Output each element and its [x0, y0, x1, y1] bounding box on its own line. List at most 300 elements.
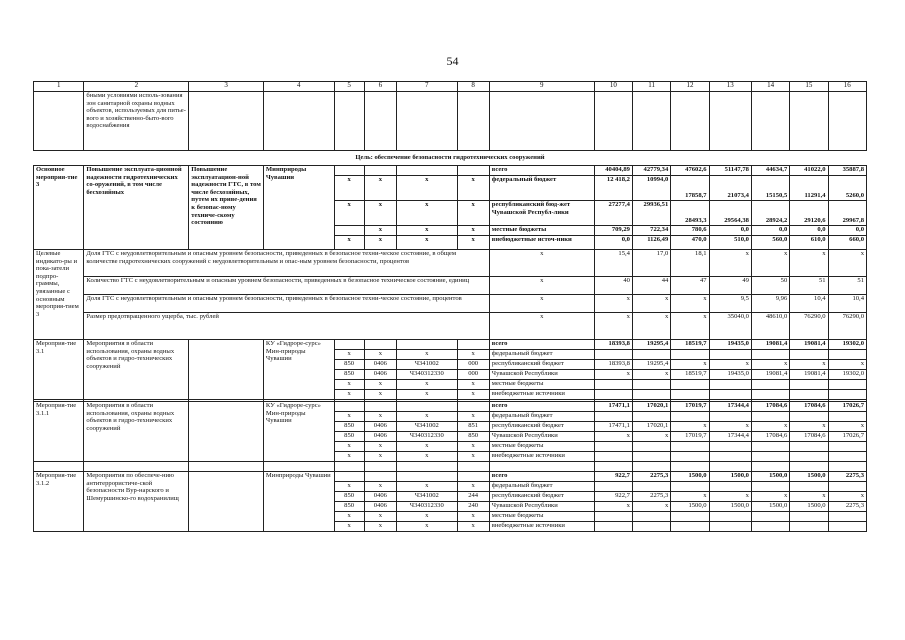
budget-code: x [397, 236, 458, 250]
budget-code: 850 [334, 492, 364, 502]
funding-value [790, 482, 828, 492]
funding-value: 19435,0 [709, 340, 751, 350]
budget-code: x [364, 236, 396, 250]
funding-value [632, 350, 670, 360]
budget-code: 244 [457, 492, 489, 502]
funding-value [671, 350, 709, 360]
budget-code: x [364, 176, 396, 201]
funding-value [828, 452, 866, 462]
indicator-value: 44 [632, 277, 670, 295]
spacer-cell [594, 462, 632, 472]
funding-source: федеральный бюджет [489, 412, 594, 422]
budget-code: x [364, 226, 396, 236]
budget-code [334, 340, 364, 350]
funding-value [594, 522, 632, 532]
funding-source: внебюджетные источ-ники [489, 236, 594, 250]
column-number: 6 [364, 82, 396, 92]
funding-value: 47602,6 [671, 166, 709, 176]
budget-code: x [397, 522, 458, 532]
column-number: 15 [790, 82, 828, 92]
indicator-value: 48610,0 [751, 313, 789, 340]
funding-value [671, 412, 709, 422]
indicator-value: 10,4 [790, 295, 828, 313]
funding-value: 11291,4 [790, 176, 828, 201]
spacer-cell [751, 462, 789, 472]
budget-code: x [364, 452, 396, 462]
indicator-row [34, 313, 867, 340]
funding-value: 17858,7 [671, 176, 709, 201]
indicator-text: Доля ГТС с неудовлетворительным и опасным уровнем безопасности, приведенных в безопасное техни-ческое состояние, процентов [84, 295, 489, 313]
goal-title: Цель: обеспечение безопасности гидротехнических сооружений [34, 151, 867, 166]
funding-value [790, 350, 828, 360]
budget-code: x [397, 442, 458, 452]
funding-value: x [828, 492, 866, 502]
budget-code: 000 [457, 370, 489, 380]
funding-value: 17019,7 [671, 432, 709, 442]
funding-source: республиканский бюд-жет Чувашской Республ-лики [489, 201, 594, 226]
funding-source: Чувашской Республики [489, 370, 594, 380]
funding-value [594, 412, 632, 422]
funding-value [709, 522, 751, 532]
funding-value: 922,7 [594, 472, 632, 482]
funding-value: 35887,8 [828, 166, 866, 176]
funding-value [790, 512, 828, 522]
spacer-cell [828, 462, 866, 472]
funding-value [632, 380, 670, 390]
event-name: Мероприятия в области использования, охраны водных объектов и гидро-технических сооружений [84, 402, 189, 462]
budget-code: x [364, 390, 396, 400]
budget-code: x [364, 412, 396, 422]
indicator-value: x [632, 313, 670, 340]
indicator-value: x [709, 250, 751, 277]
table-cell [489, 92, 594, 151]
budget-code [397, 402, 458, 412]
column-number: 13 [709, 82, 751, 92]
funding-source: внебюджетные источники [489, 522, 594, 532]
budget-code: x [457, 512, 489, 522]
funding-value: 1500,0 [751, 502, 789, 512]
funding-value: 2275,3 [632, 492, 670, 502]
indicator-value: 49 [709, 277, 751, 295]
column-number: 9 [489, 82, 594, 92]
indicator-value: 9,5 [709, 295, 751, 313]
budget-code: 850 [334, 370, 364, 380]
funding-value: 5260,0 [828, 176, 866, 201]
indicator-value: 51 [790, 277, 828, 295]
budget-code: x [364, 350, 396, 360]
budget-code: Ч341002 [397, 492, 458, 502]
event-goal [189, 472, 264, 532]
budget-code: x [457, 442, 489, 452]
column-number: 10 [594, 82, 632, 92]
funding-value: 41022,0 [790, 166, 828, 176]
funding-value: 12 418,2 [594, 176, 632, 201]
budget-code [364, 402, 396, 412]
funding-value: 1500,0 [671, 502, 709, 512]
funding-value: 17471,1 [594, 422, 632, 432]
funding-value: 17471,1 [594, 402, 632, 412]
budget-code: x [334, 380, 364, 390]
funding-value: 42779,34 [632, 166, 670, 176]
funding-value [594, 452, 632, 462]
funding-value: 560,0 [751, 236, 789, 250]
table-cell [594, 92, 632, 151]
funding-value: 18519,7 [671, 370, 709, 380]
funding-source: местные бюджеты [489, 442, 594, 452]
budget-code: x [457, 201, 489, 226]
event-executor: КУ «Гидроре-сурс» Мин-природы Чувашии [263, 402, 334, 462]
funding-value: 2275,3 [632, 472, 670, 482]
funding-value: x [632, 432, 670, 442]
page-number: 54 [446, 54, 459, 68]
budget-code: x [397, 452, 458, 462]
indicator-value: 50 [751, 277, 789, 295]
budget-code: x [364, 512, 396, 522]
funding-source: местные бюджеты [489, 380, 594, 390]
funding-value: 17026,7 [828, 402, 866, 412]
funding-value: x [709, 492, 751, 502]
budget-code: x [364, 482, 396, 492]
event-executor: КУ «Гидроре-сурс» Мин-природы Чувашии [263, 340, 334, 400]
budget-code: x [334, 412, 364, 422]
table-cell [34, 92, 84, 151]
funding-value: 780,6 [671, 226, 709, 236]
indicator-value: x [671, 313, 709, 340]
funding-source: федеральный бюджет [489, 176, 594, 201]
spacer-cell [189, 462, 264, 472]
indicator-row [34, 295, 867, 313]
event-row [34, 340, 867, 350]
event-row [34, 472, 867, 482]
budget-code: x [334, 390, 364, 400]
event-goal [189, 402, 264, 462]
funding-value: 17020,1 [632, 422, 670, 432]
budget-code: x [397, 512, 458, 522]
indicator-value: 51 [828, 277, 866, 295]
budget-code: 240 [457, 502, 489, 512]
funding-value: 19295,4 [632, 340, 670, 350]
indicator-value: 9,96 [751, 295, 789, 313]
budget-code: x [364, 442, 396, 452]
funding-value [709, 412, 751, 422]
budget-code: 0406 [364, 502, 396, 512]
event-code: Мероприя-тие 3.1.1 [34, 402, 84, 462]
funding-value [751, 482, 789, 492]
funding-value: 51147,78 [709, 166, 751, 176]
indicator-value: x [632, 295, 670, 313]
funding-value [632, 512, 670, 522]
funding-value [632, 482, 670, 492]
funding-value [594, 512, 632, 522]
column-number: 12 [671, 82, 709, 92]
funding-source: федеральный бюджет [489, 350, 594, 360]
funding-value: 1500,0 [671, 472, 709, 482]
indicator-value: x [594, 295, 632, 313]
funding-value [790, 452, 828, 462]
funding-value [751, 380, 789, 390]
funding-value: 1500,0 [790, 502, 828, 512]
indicator-row [34, 277, 867, 295]
funding-source: федеральный бюджет [489, 482, 594, 492]
funding-value: 29936,51 [632, 201, 670, 226]
budget-code: x [334, 236, 364, 250]
budget-code: x [364, 522, 396, 532]
funding-source: всего [489, 166, 594, 176]
funding-value: 709,29 [594, 226, 632, 236]
program-table [33, 81, 867, 532]
funding-value: 19302,0 [828, 370, 866, 380]
budget-code: x [457, 452, 489, 462]
funding-value [828, 482, 866, 492]
table-cell [709, 92, 751, 151]
budget-code: Ч340312330 [397, 432, 458, 442]
funding-value: x [671, 422, 709, 432]
funding-value: 722,34 [632, 226, 670, 236]
budget-code: Ч341002 [397, 360, 458, 370]
budget-code: 850 [334, 432, 364, 442]
budget-code: x [334, 522, 364, 532]
funding-value: 19081,4 [790, 370, 828, 380]
funding-source: Чувашской Республики [489, 432, 594, 442]
funding-value: x [594, 370, 632, 380]
table-cell [671, 92, 709, 151]
indicator-value: x [671, 295, 709, 313]
funding-source: всего [489, 472, 594, 482]
funding-value: 17084,6 [790, 402, 828, 412]
funding-value [828, 522, 866, 532]
header-row [34, 82, 867, 92]
event-executor: Минприроды Чувашии [263, 472, 334, 532]
budget-code: x [457, 482, 489, 492]
funding-value: 1500,0 [709, 472, 751, 482]
funding-value: 19435,0 [709, 370, 751, 380]
funding-value: 2275,3 [828, 502, 866, 512]
table-cell [364, 92, 396, 151]
budget-code: x [397, 412, 458, 422]
column-number: 5 [334, 82, 364, 92]
budget-code [334, 226, 364, 236]
indicator-value: 15,4 [594, 250, 632, 277]
event-code: Основное мероприя-тие 3 [34, 166, 84, 250]
funding-value: x [751, 360, 789, 370]
budget-code: 850 [334, 502, 364, 512]
budget-code [364, 340, 396, 350]
budget-code [397, 340, 458, 350]
indicator-value: x [489, 295, 594, 313]
event-name: Мероприятия в области использования, охраны водных объектов и гидро-технических сооружений [84, 340, 189, 400]
budget-code: x [397, 226, 458, 236]
funding-source: республиканский бюджет [489, 422, 594, 432]
indicator-value: x [751, 250, 789, 277]
budget-code: x [334, 512, 364, 522]
funding-value: 29967,8 [828, 201, 866, 226]
column-number: 3 [189, 82, 264, 92]
spacer-row [34, 462, 867, 472]
funding-value: 17020,1 [632, 402, 670, 412]
event-goal: Повышение эксплуатацион-ной надежности ГТС, в том числе бесхозяйных, путем их приве-дения к безопас-ному техниче-скому состоянию [189, 166, 264, 250]
table-cell [828, 92, 866, 151]
budget-code: x [397, 201, 458, 226]
main-event-row [34, 166, 867, 176]
funding-value: x [790, 360, 828, 370]
indicator-text: Количество ГТС с неудовлетворительным и опасным уровнем безопасности, приведенных в безопасное техническое состояние, единиц [84, 277, 489, 295]
budget-code [457, 166, 489, 176]
funding-value [709, 350, 751, 360]
budget-code: x [397, 380, 458, 390]
indicator-value: x [790, 250, 828, 277]
funding-value: 1500,0 [709, 502, 751, 512]
funding-value [828, 442, 866, 452]
budget-code [457, 402, 489, 412]
budget-code: x [397, 390, 458, 400]
budget-code: x [457, 350, 489, 360]
budget-code [397, 472, 458, 482]
funding-value [751, 390, 789, 400]
spacer-cell [489, 462, 594, 472]
budget-code: x [457, 522, 489, 532]
budget-code: x [457, 390, 489, 400]
funding-value: 17344,4 [709, 402, 751, 412]
budget-code: 000 [457, 360, 489, 370]
funding-value [632, 442, 670, 452]
budget-code [334, 402, 364, 412]
spacer-cell [34, 462, 84, 472]
funding-value [828, 412, 866, 422]
funding-value [632, 390, 670, 400]
funding-value: x [790, 422, 828, 432]
funding-value: 28493,3 [671, 201, 709, 226]
budget-code: x [334, 201, 364, 226]
budget-code: x [457, 412, 489, 422]
table-cell [751, 92, 789, 151]
budget-code: x [364, 201, 396, 226]
budget-code: x [397, 176, 458, 201]
funding-value: 1500,0 [790, 472, 828, 482]
indicator-value: x [828, 250, 866, 277]
funding-value [751, 350, 789, 360]
funding-value [671, 390, 709, 400]
budget-code [397, 166, 458, 176]
column-number: 7 [397, 82, 458, 92]
funding-value: x [709, 360, 751, 370]
funding-value: x [751, 422, 789, 432]
indicator-value: 18,1 [671, 250, 709, 277]
funding-value: 1500,0 [751, 472, 789, 482]
event-executor: Минприроды Чувашии [263, 166, 334, 250]
funding-value [671, 512, 709, 522]
funding-value [632, 412, 670, 422]
table-cell [632, 92, 670, 151]
funding-value [828, 380, 866, 390]
spacer-cell [84, 462, 189, 472]
funding-value [828, 512, 866, 522]
funding-value [594, 380, 632, 390]
spacer-cell [457, 462, 489, 472]
funding-value [671, 452, 709, 462]
budget-code [457, 472, 489, 482]
column-number: 2 [84, 82, 189, 92]
funding-value [671, 482, 709, 492]
budget-code: 0406 [364, 422, 396, 432]
budget-code: x [457, 380, 489, 390]
table-cell [457, 92, 489, 151]
indicator-value: 17,0 [632, 250, 670, 277]
spacer-cell [632, 462, 670, 472]
event-goal [189, 340, 264, 400]
funding-value [709, 512, 751, 522]
budget-code: x [334, 452, 364, 462]
column-number: 11 [632, 82, 670, 92]
funding-source: всего [489, 402, 594, 412]
indicator-text: Доля ГТС с неудовлетворительным и опасным уровнем безопасности, приведенных в безопасное техни-ческое состояние, в общем количестве гидротехнических сооружений с неудовлетворительным и опас-ным уровнем безопасности, процентов [84, 250, 489, 277]
table-cell [334, 92, 364, 151]
table-cell [189, 92, 264, 151]
funding-value: 17084,6 [790, 432, 828, 442]
funding-source: всего [489, 340, 594, 350]
funding-value: 660,0 [828, 236, 866, 250]
budget-code: 0406 [364, 492, 396, 502]
funding-value: 0,0 [709, 226, 751, 236]
indicator-value: 76290,0 [828, 313, 866, 340]
budget-code: Ч340312330 [397, 502, 458, 512]
event-name: Мероприятия по обеспече-нию антитеррористиче-ской безопасности Вур-нарского и Шемуршинско-го водохранилищ [84, 472, 189, 532]
funding-value: 610,0 [790, 236, 828, 250]
funding-value: 18519,7 [671, 340, 709, 350]
funding-source: Чувашской Республики [489, 502, 594, 512]
funding-value [671, 442, 709, 452]
funding-value: 1126,49 [632, 236, 670, 250]
funding-value: 19302,0 [828, 340, 866, 350]
funding-value: 40404,89 [594, 166, 632, 176]
funding-value: x [828, 422, 866, 432]
funding-value [828, 390, 866, 400]
funding-value [751, 452, 789, 462]
indicators-label: Целевые индикато-ры и пока-затели подпро-граммы, увязанные с основным мероприя-тием 3 [34, 250, 84, 340]
budget-code: 0406 [364, 432, 396, 442]
funding-value: 0,0 [790, 226, 828, 236]
budget-code: x [397, 482, 458, 492]
indicator-value: x [594, 313, 632, 340]
table-cell [263, 92, 334, 151]
column-number: 14 [751, 82, 789, 92]
funding-source: республиканский бюджет [489, 360, 594, 370]
budget-code: x [334, 176, 364, 201]
budget-code: 0406 [364, 370, 396, 380]
budget-code: x [457, 226, 489, 236]
budget-code: Ч340312330 [397, 370, 458, 380]
funding-value: 17344,4 [709, 432, 751, 442]
funding-value: 19295,4 [632, 360, 670, 370]
spacer-cell [709, 462, 751, 472]
funding-value: 27277,4 [594, 201, 632, 226]
budget-code: x [397, 350, 458, 360]
funding-value [594, 482, 632, 492]
funding-value: 21073,4 [709, 176, 751, 201]
indicator-value: x [489, 313, 594, 340]
funding-value [709, 390, 751, 400]
funding-value: x [709, 422, 751, 432]
funding-source: республиканский бюджет [489, 492, 594, 502]
indicator-value: 40 [594, 277, 632, 295]
indicator-value: 76290,0 [790, 313, 828, 340]
funding-value [790, 412, 828, 422]
funding-value [594, 390, 632, 400]
budget-code [364, 166, 396, 176]
continued-row [34, 92, 867, 151]
budget-code: x [364, 380, 396, 390]
goal-row [34, 151, 867, 166]
event-name: Повышение эксплуата-ционной надежности гидротехнических со-оружений, в том числе бесхозяйных [84, 166, 189, 250]
